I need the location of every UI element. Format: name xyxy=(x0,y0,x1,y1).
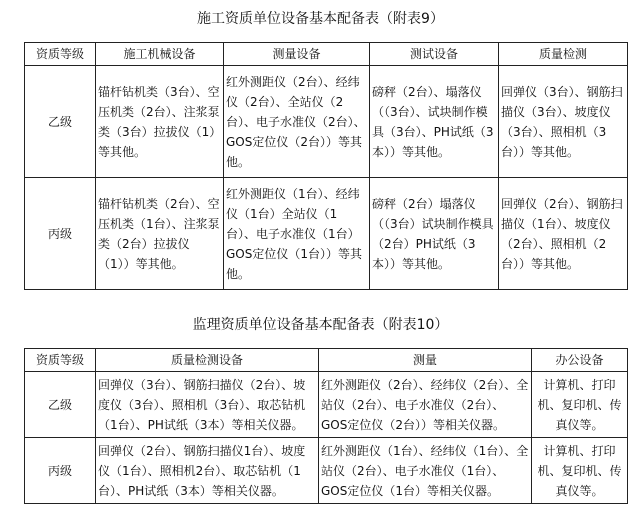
table-cell: 磅秤（2台）塌落仪（（3台）试块制作模具（2台）PH试纸（3本））等其他。 xyxy=(370,178,499,290)
header-survey-equipment: 测量设备 xyxy=(224,43,370,66)
table-row xyxy=(25,178,628,290)
table-header-row xyxy=(25,349,628,372)
equipment-table-10 xyxy=(24,348,628,504)
grade-cell: 乙级 xyxy=(25,66,96,178)
table-cell: 红外测距仪（1台）、经纬仪（1台）全站仪（1台）、电子水准仪（1台）GOS定位仪（1台））等其他。 xyxy=(224,178,370,290)
table-header-row xyxy=(25,43,628,66)
table-cell: 回弹仪（2台）、钢筋扫描仪1台）、坡度仪（1台）、照相机2台）、取芯钻机（1台）、PH试纸（3本）等相关仪器。 xyxy=(96,438,319,504)
table-cell: 红外测距仪（1台）、经纬仪（1台）、全站仪（2台）、电子水准仪（1台）、GOS定位仪（1台）等相关仪器。 xyxy=(319,438,532,504)
table-cell: 计算机、打印机、复印机、传真仪等。 xyxy=(532,438,628,504)
header-grade: 资质等级 xyxy=(25,43,96,66)
table-cell: 磅秤（2台）、塌落仪（（3台）、试块制作模具（3台）、PH试纸（3本））等其他。 xyxy=(370,66,499,178)
table-cell: 回弹仪（3台）、钢筋扫描仪（3台）、坡度仪（3台）、照相机（3台））等其他。 xyxy=(499,66,628,178)
table-cell: 回弹仪（2台）、钢筋扫描仪（1台）、坡度仪（2台）、照相机（2台））等其他。 xyxy=(499,178,628,290)
header-office-equipment: 办公设备 xyxy=(532,349,628,372)
header-grade: 资质等级 xyxy=(25,349,96,372)
table-cell: 回弹仪（3台）、钢筋扫描仪（2台）、坡度仪（3台）、照相机（3台）、取芯钻机（1台）、PH试纸（3本）等相关仪器。 xyxy=(96,372,319,438)
equipment-table-9 xyxy=(24,42,628,290)
table-cell: 锚杆钻机类（3台）、空压机类（2台）、注浆泵类（3台）拉拔仪（1）等其他。 xyxy=(96,66,224,178)
table-cell: 红外测距仪（2台）、经纬仪（2台）、全站仪（2台）、电子水准仪（2台）、GOS定位仪（2台））等其他。 xyxy=(224,66,370,178)
header-quality-equipment: 质量检测设备 xyxy=(96,349,319,372)
grade-cell: 乙级 xyxy=(25,372,96,438)
table-cell: 计算机、打印机、复印机、传真仪等。 xyxy=(532,372,628,438)
header-quality-inspection: 质量检测 xyxy=(499,43,628,66)
table-cell: 红外测距仪（2台）、经纬仪（2台）、全站仪（2台）、电子水准仪（2台）、GOS定位仪（2台））等相关仪器。 xyxy=(319,372,532,438)
table-row xyxy=(25,66,628,178)
header-survey: 测量 xyxy=(319,349,532,372)
header-test-equipment: 测试设备 xyxy=(370,43,499,66)
grade-cell: 丙级 xyxy=(25,438,96,504)
table-row xyxy=(25,372,628,438)
table9-title: 施工资质单位设备基本配备表（附表9） xyxy=(197,11,444,27)
table10-title: 监理资质单位设备基本配备表（附表10） xyxy=(192,317,449,333)
table-row xyxy=(25,438,628,504)
table-cell: 锚杆钻机类（2台）、空压机类（1台）、注浆泵类（2台）拉拔仪（1））等其他。 xyxy=(96,178,224,290)
header-construction-machinery: 施工机械设备 xyxy=(96,43,224,66)
grade-cell: 丙级 xyxy=(25,178,96,290)
